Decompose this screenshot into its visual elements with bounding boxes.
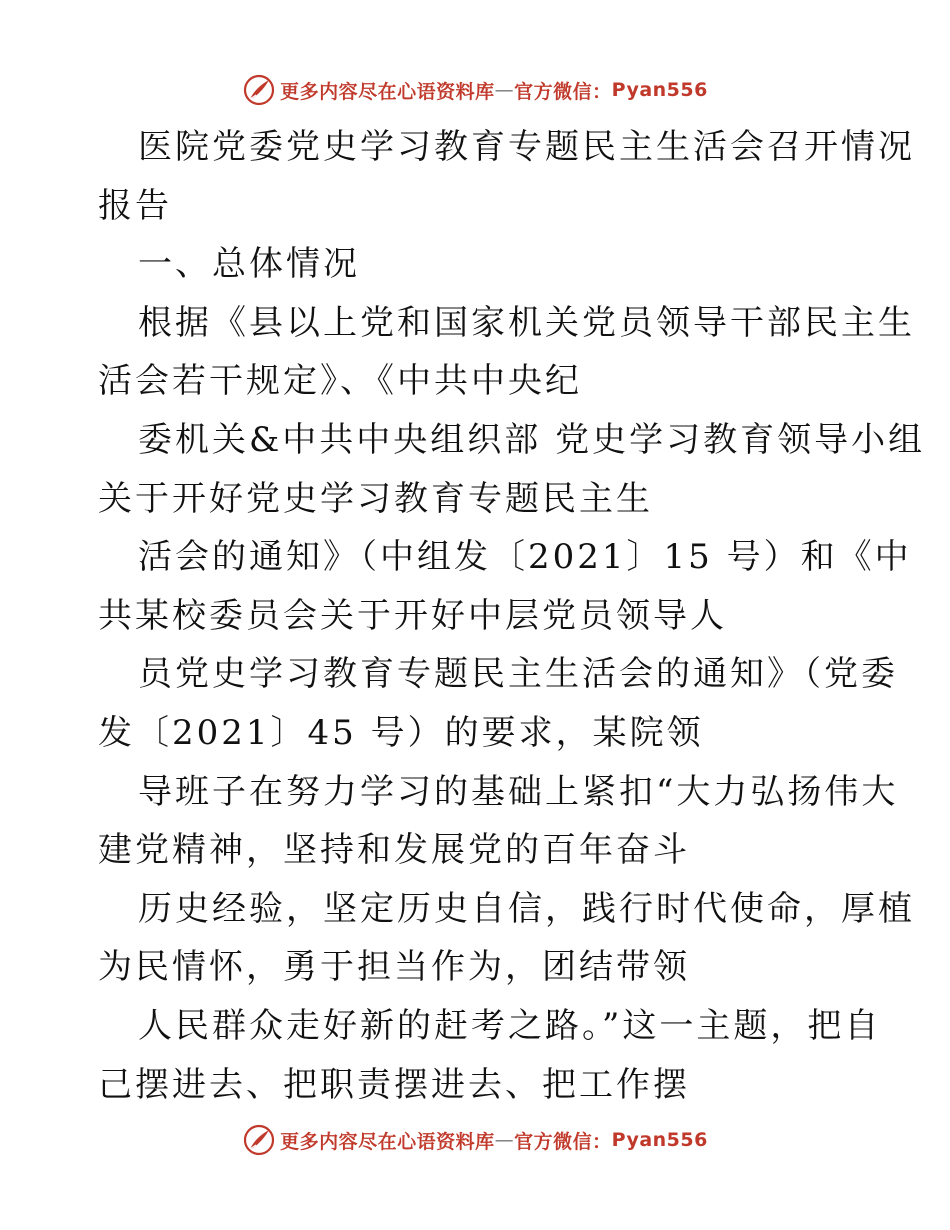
watermark-wechat-id: Pyan556 xyxy=(611,1129,708,1151)
document-text-line: 己摆进去、把职责摆进去、把工作摆 xyxy=(98,1064,690,1105)
quill-pen-logo-icon xyxy=(242,73,276,107)
watermark-wechat-id: Pyan556 xyxy=(611,79,708,101)
document-text-line: 活会若干规定》、《中共中央纪 xyxy=(98,361,582,402)
watermark-separator: — xyxy=(494,79,515,101)
document-text-line: 报告 xyxy=(98,185,172,226)
document-text-line: 建党精神，坚持和发展党的百年奋斗 xyxy=(98,830,690,871)
document-text-line: 关于开好党史学习教育专题民主生 xyxy=(98,478,653,519)
document-body xyxy=(98,118,926,1114)
document-text-line: 为民情怀，勇于担当作为，团结带领 xyxy=(98,947,690,988)
header-watermark xyxy=(0,70,950,110)
footer-watermark xyxy=(0,1120,950,1160)
document-text-line: 根据《县以上党和国家机关党员领导干部民主生 xyxy=(138,302,915,343)
document-text-line: 历史经验，坚定历史自信，践行时代使命，厚植 xyxy=(138,888,915,929)
watermark-official-label: 官方微信： xyxy=(514,1130,612,1153)
watermark-site-text: 更多内容尽在心语资料库 xyxy=(280,1130,495,1153)
document-text-line: 一、总体情况 xyxy=(138,244,360,285)
watermark-separator: — xyxy=(494,1129,515,1151)
document-text-line: 发〔2021〕45 号）的要求，某院领 xyxy=(98,712,704,753)
document-text-line: 人民群众走好新的赶考之路。”这一主题，把自 xyxy=(138,1005,882,1046)
document-text-line: 导班子在努力学习的基础上紧扣“大力弘扬伟大 xyxy=(138,771,899,812)
document-text-line: 员党史学习教育专题民主生活会的通知》（党委 xyxy=(138,654,898,695)
document-text-line: 共某校委员会关于开好中层党员领导人 xyxy=(98,595,727,636)
watermark-site-text: 更多内容尽在心语资料库 xyxy=(280,80,495,103)
quill-pen-logo-icon xyxy=(242,1123,276,1157)
document-title-line: 医院党委党史学习教育专题民主生活会召开情况 xyxy=(138,127,915,167)
document-text-line: 活会的通知》（中组发〔2021〕15 号）和《中 xyxy=(138,537,912,578)
document-text-line: 委机关&中共中央组织部 党史学习教育领导小组 xyxy=(138,419,926,460)
watermark-official-label: 官方微信： xyxy=(514,80,612,103)
